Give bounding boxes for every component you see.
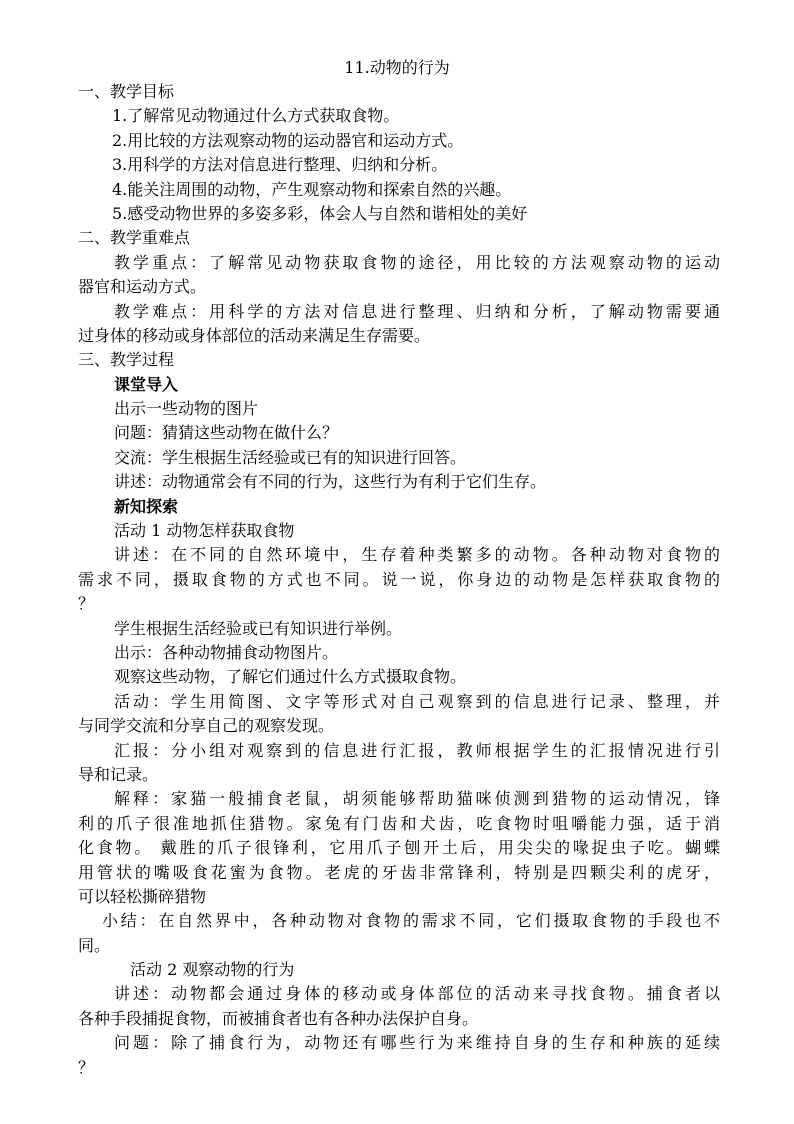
objective-item: 5.感受动物世界的多姿多彩，体会人与自然和谐相处的美好: [112, 203, 528, 223]
activity-1-explain-line: 用管状的嘴吸食花蜜为食物。老虎的牙齿非常锋利，特别是四颗尖利的虎牙，: [78, 862, 720, 882]
intro-line: 出示一些动物的图片: [114, 399, 259, 419]
section-heading-process: 三、教学过程: [78, 350, 175, 370]
activity-2-talk-line: 各种手段捕捉食物，而被捕食者也有各种办法保护自身。: [78, 1008, 479, 1028]
summary-line: 小结：在自然界中，各种动物对食物的需求不同，它们摄取食物的手段也不: [102, 911, 720, 931]
activity-1-explain-line: 可以轻松撕碎猎物: [78, 886, 207, 906]
section-heading-objectives: 一、教学目标: [78, 82, 175, 101]
activity-1-explain-line: 解释：家猫一般捕食老鼠，胡须能够帮助猫咪侦测到猎物的运动情况，锋: [114, 789, 720, 809]
document-body: [78, 80, 720, 1080]
objective-item: 1.了解常见动物通过什么方式获取食物。: [112, 106, 400, 126]
activity-1-line: 观察这些动物，了解它们通过什么方式摄取食物。: [114, 667, 467, 687]
subheading-explore: 新知探索: [114, 496, 179, 516]
document-title: 11.动物的行为: [344, 58, 450, 77]
difficulty-line: 过身体的移动或身体部位的活动来满足生存需要。: [78, 325, 431, 345]
key-point-line: 教学重点：了解常见动物获取食物的途径，用比较的方法观察动物的运动: [114, 252, 720, 272]
activity-1-activity-line: 与同学交流和分享自己的观察发现。: [78, 716, 335, 736]
activity-1-heading: 活动 1 动物怎样获取食物: [114, 521, 295, 541]
activity-2-question-line: 问题：除了捕食行为，动物还有哪些行为来维持自身的生存和种族的延续: [114, 1033, 720, 1053]
objective-item: 2.用比较的方法观察动物的运动器官和运动方式。: [112, 130, 464, 150]
summary-line: 同。: [78, 935, 111, 955]
activity-1-explain-line: 化食物。 戴胜的爪子很锋利，它用爪子刨开土后，用尖尖的喙捉虫子吃。蝴蝶: [78, 838, 720, 858]
activity-1-report-line: 汇报：分小组对观察到的信息进行汇报，教师根据学生的汇报情况进行引: [114, 740, 720, 760]
activity-1-line: 学生根据生活经验或已有知识进行举例。: [114, 618, 403, 638]
objective-item: 3.用科学的方法对信息进行整理、归纳和分析。: [112, 155, 448, 175]
intro-line: 讲述：动物通常会有不同的行为，这些行为有利于它们生存。: [114, 472, 547, 492]
activity-1-talk-line: 讲述：在不同的自然环境中，生存着种类繁多的动物。各种动物对食物的: [114, 545, 720, 565]
subheading-intro: 课堂导入: [114, 374, 179, 394]
activity-1-explain-line: 利的爪子很准地抓住猎物。家兔有门齿和犬齿，吃食物时咀嚼能力强，适于消: [78, 813, 720, 833]
section-heading-key-points: 二、教学重难点: [78, 228, 191, 248]
objective-item: 4.能关注周围的动物，产生观察动物和探索自然的兴趣。: [112, 179, 512, 199]
activity-1-line: 出示：各种动物捕食动物图片。: [114, 642, 339, 662]
activity-2-question-line: ？: [78, 1057, 95, 1077]
intro-line: 问题：猜猜这些动物在做什么？: [114, 423, 339, 443]
activity-2-talk-line: 讲述：动物都会通过身体的移动或身体部位的活动来寻找食物。捕食者以: [114, 984, 720, 1004]
activity-1-talk-line: ？: [78, 594, 95, 614]
activity-1-talk-line: 需求不同，摄取食物的方式也不同。说一说，你身边的动物是怎样获取食物的: [78, 569, 720, 589]
activity-1-report-line: 导和记录。: [78, 764, 159, 784]
activity-1-activity-line: 活动：学生用简图、文字等形式对自己观察到的信息进行记录、整理，并: [114, 691, 720, 711]
key-point-line: 器官和运动方式。: [78, 277, 207, 297]
intro-line: 交流：学生根据生活经验或已有的知识进行回答。: [114, 447, 467, 467]
activity-2-heading: 活动 2 观察动物的行为: [130, 960, 295, 980]
difficulty-line: 教学难点：用科学的方法对信息进行整理、归纳和分析，了解动物需要通: [114, 301, 720, 321]
